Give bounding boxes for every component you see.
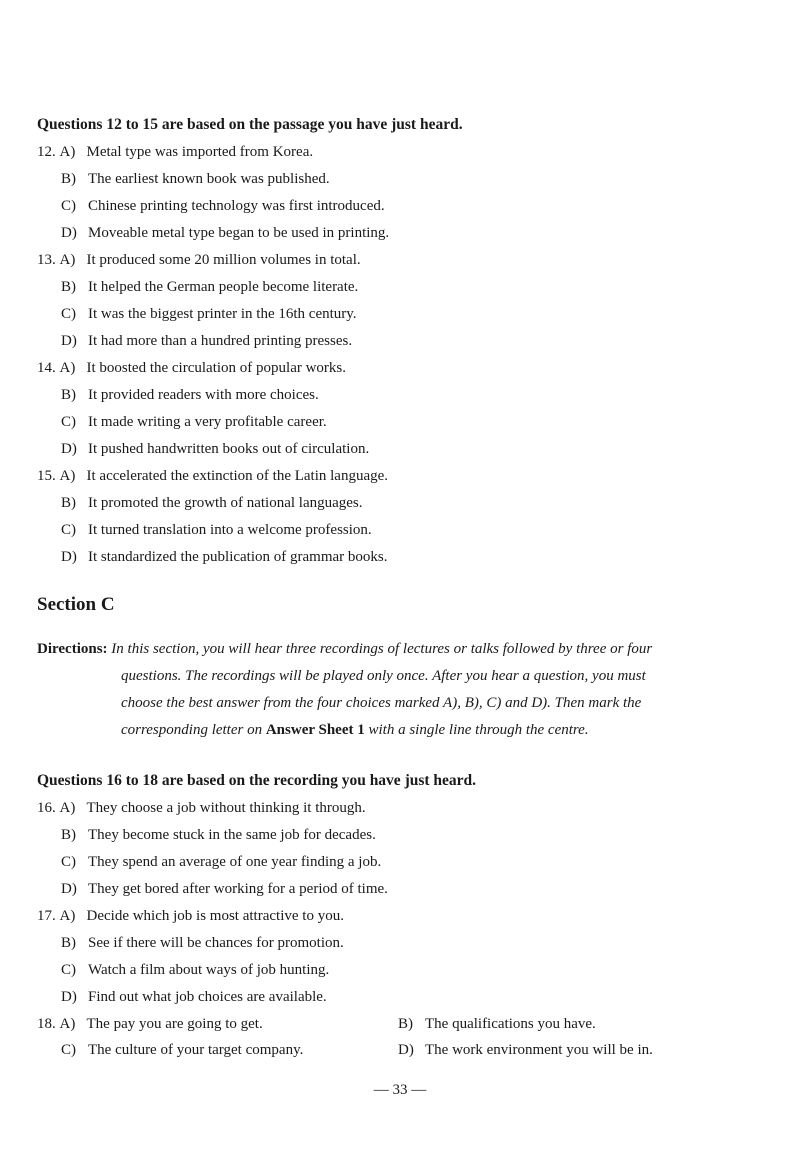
directions-line-1: In this section, you will hear three recordings of lectures or talks followed by three or four [111, 641, 653, 657]
question-number: 13. [37, 252, 56, 268]
option-text: They choose a job without thinking it through. [86, 800, 366, 816]
directions-label: Directions: [37, 641, 108, 657]
option-letter: C) [61, 522, 76, 538]
group-heading-12-15: Questions 12 to 15 are based on the passage you have just heard. [37, 116, 463, 133]
option-letter: A) [59, 468, 76, 484]
option-text: Decide which job is most attractive to you. [86, 908, 344, 924]
option-text: It boosted the circulation of popular works. [86, 360, 347, 376]
option-text: They get bored after working for a period of time. [88, 881, 388, 897]
question-17-option-c [61, 961, 329, 979]
question-14-option-a [37, 359, 346, 377]
question-number: 16. [37, 800, 56, 816]
directions-line-4-pre: corresponding letter on [121, 722, 263, 738]
option-letter: C) [61, 306, 76, 322]
question-number: 18. [37, 1016, 56, 1032]
question-17-option-d [61, 988, 327, 1006]
option-letter: B) [61, 935, 76, 951]
option-text: Watch a film about ways of job hunting. [88, 962, 330, 978]
question-number: 12. [37, 144, 56, 160]
option-text: It helped the German people become literate. [88, 279, 359, 295]
option-letter: A) [59, 1016, 76, 1032]
directions-line-4 [37, 717, 737, 744]
option-letter: D) [61, 989, 77, 1005]
directions-line-2: questions. The recordings will be played only once. After you hear a question, you must [121, 668, 646, 684]
question-18-option-d [398, 1041, 653, 1059]
option-letter: C) [61, 1042, 76, 1058]
option-text: It standardized the publication of grammar books. [88, 549, 388, 565]
option-letter: C) [61, 962, 76, 978]
option-text: It was the biggest printer in the 16th century. [88, 306, 357, 322]
option-text: Find out what job choices are available. [88, 989, 327, 1005]
option-letter: B) [61, 387, 76, 403]
question-12-option-d [61, 224, 389, 242]
option-text: The culture of your target company. [88, 1042, 304, 1058]
option-letter: D) [61, 225, 77, 241]
question-12-option-a [37, 143, 313, 161]
question-18-option-c [61, 1041, 303, 1059]
question-15-option-a [37, 467, 388, 485]
option-text: See if there will be chances for promotion. [88, 935, 344, 951]
question-16-option-a [37, 799, 366, 817]
question-16-option-b [61, 826, 376, 844]
question-13-option-d [61, 332, 352, 350]
question-14-option-c [61, 413, 327, 431]
option-text: Moveable metal type began to be used in printing. [88, 225, 390, 241]
option-text: It made writing a very profitable career. [88, 414, 327, 430]
directions-line-3: choose the best answer from the four choices marked A), B), C) and D). Then mark the [121, 695, 642, 711]
option-letter: A) [59, 144, 76, 160]
option-text: It had more than a hundred printing presses. [88, 333, 353, 349]
option-letter: B) [61, 279, 76, 295]
option-letter: A) [59, 908, 76, 924]
question-15-option-d [61, 548, 388, 566]
option-letter: C) [61, 414, 76, 430]
option-text: It promoted the growth of national languages. [88, 495, 363, 511]
question-12-option-b [61, 170, 330, 188]
question-13-option-a [37, 251, 361, 269]
option-letter: D) [61, 549, 77, 565]
option-letter: B) [61, 495, 76, 511]
option-text: The qualifications you have. [425, 1016, 596, 1032]
option-letter: C) [61, 854, 76, 870]
question-17-option-a [37, 907, 344, 925]
question-13-option-c [61, 305, 357, 323]
question-18-option-b [398, 1015, 596, 1033]
question-number: 15. [37, 468, 56, 484]
option-letter: C) [61, 198, 76, 214]
option-letter: B) [61, 827, 76, 843]
section-title: Section C [37, 594, 115, 615]
group-heading-16-18: Questions 16 to 18 are based on the recording you have just heard. [37, 772, 477, 789]
option-letter: D) [61, 881, 77, 897]
option-text: It accelerated the extinction of the Latin language. [86, 468, 389, 484]
question-15-option-b [61, 494, 363, 512]
question-14-option-b [61, 386, 319, 404]
question-12-option-c [61, 197, 385, 215]
option-letter: D) [61, 333, 77, 349]
option-letter: D) [61, 441, 77, 457]
directions-line-4-post: with a single line through the centre. [368, 722, 589, 738]
option-text: They become stuck in the same job for decades. [88, 827, 376, 843]
option-letter: D) [398, 1042, 414, 1058]
option-text: It produced some 20 million volumes in total. [86, 252, 361, 268]
question-18-option-a [37, 1015, 263, 1033]
question-number: 17. [37, 908, 56, 924]
question-17-option-b [61, 934, 344, 952]
option-text: Metal type was imported from Korea. [86, 144, 314, 160]
question-15-option-c [61, 521, 372, 539]
option-text: They spend an average of one year finding a job. [88, 854, 382, 870]
option-letter: A) [59, 800, 76, 816]
option-text: Chinese printing technology was first introduced. [88, 198, 385, 214]
option-text: The work environment you will be in. [425, 1042, 653, 1058]
option-text: The earliest known book was published. [88, 171, 330, 187]
option-text: It pushed handwritten books out of circulation. [88, 441, 370, 457]
question-number: 14. [37, 360, 56, 376]
question-13-option-b [61, 278, 358, 296]
directions-block [37, 636, 737, 744]
answer-sheet-label: Answer Sheet 1 [265, 722, 365, 738]
option-letter: B) [398, 1016, 413, 1032]
question-16-option-c [61, 853, 381, 871]
option-text: The pay you are going to get. [86, 1016, 263, 1032]
page-number: — 33 — [373, 1082, 427, 1098]
question-16-option-d [61, 880, 388, 898]
option-text: It turned translation into a welcome profession. [88, 522, 372, 538]
option-letter: B) [61, 171, 76, 187]
option-letter: A) [59, 252, 76, 268]
option-letter: A) [59, 360, 76, 376]
option-text: It provided readers with more choices. [88, 387, 319, 403]
question-14-option-d [61, 440, 369, 458]
